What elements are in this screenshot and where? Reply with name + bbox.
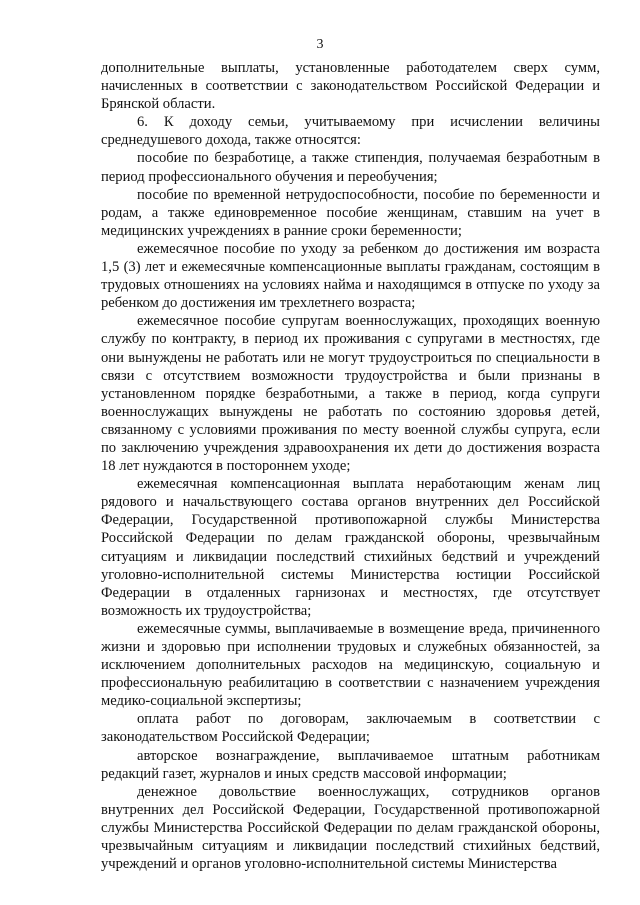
- paragraph-contract-payment: оплата работ по договорам, заключаемым в соответствии с законодательством Российской Федерации;: [101, 711, 600, 746]
- paragraph-compensation-payment: ежемесячная компенсационная выплата неработающим женам лиц рядового и начальствующего состава органов внутренних дел Российской Федерации, Государственной противопожарной службы Министерства Российской Федерации по делам гражданской обороны, чрезвычайным ситуациям и ликвидации последствий стихийных бедствий и учреждений уголовно-исполнительной системы Министерства юстиции Российской Федерации в отдаленных гарнизонах и местностях, где отсутствует возможность их трудоустройства;: [101, 476, 600, 619]
- paragraph-unemployment-benefit: пособие по безработице, а также стипендия, получаемая безработным в период профессионального обучения и переобучения;: [101, 150, 600, 185]
- paragraph-disability-benefit: пособие по временной нетрудоспособности, пособие по беременности и родам, а также единовременное пособие женщинам, ставшим на учет в медицинских учреждениях в ранние сроки беременности;: [101, 186, 600, 239]
- paragraph-harm-compensation: ежемесячные суммы, выплачиваемые в возмещение вреда, причиненного жизни и здоровью при исполнении трудовых и служебных обязанностей, за исключением дополнительных расходов на медицинскую, социальную и профессиональную реабилитацию в соответствии с назначением учреждения медико-социальной экспертизы;: [101, 620, 600, 710]
- paragraph-author-fee: авторское вознаграждение, выплачиваемое штатным работникам редакций газет, журналов и иных средств массовой информации;: [101, 747, 600, 782]
- paragraph-continuation: дополнительные выплаты, установленные работодателем сверх сумм, начисленных в соответствии с законодательством Российской Федерации и Брянской области.: [101, 60, 600, 113]
- paragraph-monetary-allowance: денежное довольствие военнослужащих, сотрудников органов внутренних дел Российской Федерации, Государственной противопожарной службы Министерства Российской Федерации по делам гражданской обороны, чрезвычайным ситуациям и ликвидации последствий стихийных бедствий, учреждений и органов уголовно-исполнительной системы Министерства: [101, 783, 600, 873]
- paragraph-item-6: 6. К доходу семьи, учитываемому при исчислении величины среднедушевого дохода, также относятся:: [101, 114, 600, 149]
- paragraph-childcare-benefit: ежемесячное пособие по уходу за ребенком до достижения им возраста 1,5 (3) лет и ежемесячные компенсационные выплаты гражданам, состоящим в трудовых отношениях на условиях найма и находящимся в отпуске по уходу за ребенком до достижения им трехлетнего возраста;: [101, 240, 600, 312]
- page-number: 3: [316, 37, 324, 52]
- document-body: [101, 59, 600, 873]
- paragraph-military-spouse-benefit: ежемесячное пособие супругам военнослужащих, проходящих военную службу по контракту, в период их проживания с супругами в местностях, где они вынуждены не работать или не могут трудоустроиться по специальности в связи с отсутствием возможности трудоустройства и были признаны в установленном порядке безработными, а также в период, когда супруги военнослужащих вынуждены не работать по состоянию здоровья детей, связанному с условиями проживания по месту военной службы супруга, если по заключению учреждения здравоохранения их дети до достижения возраста 18 лет нуждаются в постороннем уходе;: [101, 313, 600, 475]
